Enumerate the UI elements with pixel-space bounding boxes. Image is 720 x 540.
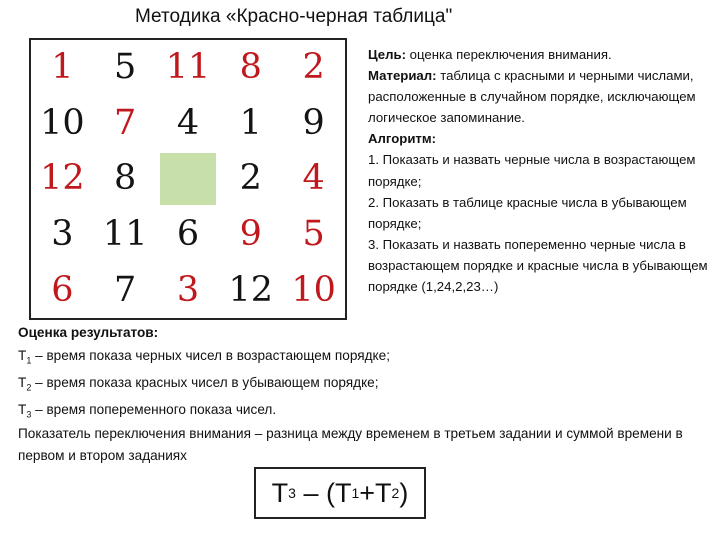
table-cell: 3 [51, 214, 74, 255]
table-cell: 7 [114, 269, 137, 310]
formula-t2-sub: 2 [391, 485, 400, 501]
goal-text: оценка переключения внимания. [406, 47, 612, 62]
algorithm-step: 1. Показать и назвать черные числа в возрастающем порядке; [368, 152, 696, 189]
table-cell: 6 [51, 269, 74, 310]
table-cell: 12 [40, 158, 85, 199]
formula-t3-sub: 3 [288, 485, 296, 501]
table-cell: 8 [114, 158, 137, 199]
algorithm-step: 3. Показать и назвать попеременно черные числа в возрастающем порядке и красные числа в убывающем порядке (1,24,2,23…) [368, 236, 708, 295]
table-cell: 2 [239, 158, 262, 199]
indicator-definition: Показатель переключения внимания – разница между временем в третьем задании и суммой времени в первом и втором заданиях [18, 426, 683, 463]
goal-line [368, 44, 713, 65]
evaluation-line-t3: $Т_3$ – время попеременного показа чисел. [18, 401, 277, 420]
method-description [368, 44, 713, 297]
table-cell: 9 [302, 102, 325, 143]
formula-op1: – ( [295, 477, 335, 508]
table-cell: 9 [239, 214, 262, 255]
table-cell: 1 [51, 47, 74, 88]
table-cell: 11 [165, 47, 211, 88]
material-line [368, 65, 713, 128]
table-cell: 12 [228, 269, 274, 310]
algorithm-label: Алгоритм: [368, 131, 437, 147]
table-cell: 10 [40, 102, 85, 143]
algorithm-step: 2. Показать в таблице красные числа в убывающем порядке; [368, 194, 687, 231]
formula-plus: + [359, 477, 376, 508]
formula-t1-sub: 1 [351, 485, 360, 501]
table-cell: 5 [114, 47, 137, 88]
red-black-table [29, 38, 347, 320]
table-cell: 4 [302, 158, 325, 199]
table-cell: 10 [291, 269, 336, 310]
page-title: Методика «Красно-черная таблица" [135, 6, 453, 27]
formula-close: ) [399, 477, 409, 508]
goal-label: Цель: [368, 47, 407, 62]
material-label: Материал: [368, 68, 437, 84]
table-cell: 11 [102, 214, 148, 255]
table-cell: 4 [176, 102, 200, 143]
table-cell: 8 [239, 47, 262, 88]
formula-t2: Т [375, 477, 392, 508]
evaluation-line-t2: $Т_2$ – время показа красных чисел в убывающем порядке; [18, 374, 379, 393]
evaluation-heading: Оценка результатов: [18, 325, 159, 340]
formula-box [254, 467, 426, 519]
table-cell: 2 [302, 47, 325, 88]
table-cell: 3 [176, 269, 200, 310]
table-cell: 1 [239, 102, 262, 143]
evaluation-block [18, 322, 718, 426]
evaluation-line-t1: $Т_1$ – время показа черных чисел в возрастающем порядке; [18, 347, 390, 366]
table-cell: 5 [302, 214, 325, 255]
empty-green-cell [160, 153, 217, 205]
formula-t3: Т [271, 477, 289, 508]
table-cell: 6 [176, 214, 200, 255]
formula-t1: Т [334, 477, 352, 508]
table-cell: 7 [114, 102, 137, 143]
material-text: таблица с красными и черными числами, расположенные в случайном порядке, исключающем логическое запоминание. [368, 68, 696, 126]
